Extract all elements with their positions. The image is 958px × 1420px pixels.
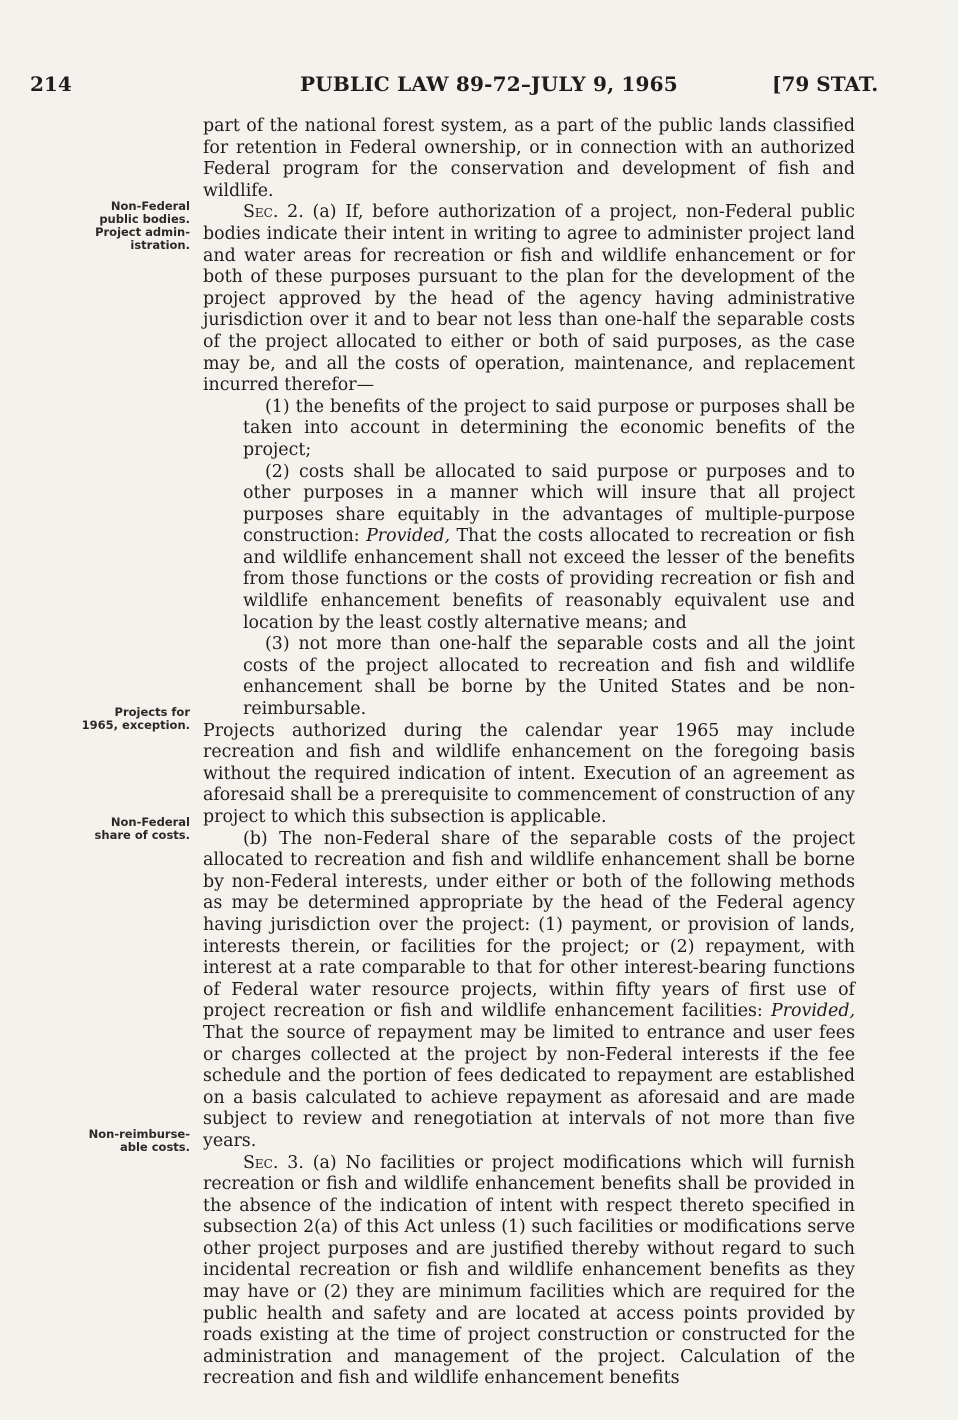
clause-1: (1) the benefits of the project to said purpose or purposes shall be taken into account in determining the economic benefits of the project;	[243, 396, 855, 460]
section-2b	[203, 829, 855, 1153]
clause-text: (2) costs shall be allocated to said purpose or purposes and to other purposes in a manner which will insure that all project purposes share equitably in the advantages of multiple-purpose construction:	[243, 461, 855, 547]
margin-note-line: Projects for	[114, 705, 190, 719]
page-header	[0, 64, 958, 104]
margin-note-line: able costs.	[119, 1140, 190, 1154]
paragraph-continuation: part of the national forest system, as a part of the public lands classified for retention in Federal ownership, or in connection with an authorized Federal program for the conservation and development of fish and wildlife.	[203, 116, 855, 201]
statute-body	[203, 116, 855, 1390]
margin-note-line: Non-Federal	[110, 815, 190, 829]
margin-note-federal-share	[30, 816, 190, 842]
running-head: PUBLIC LAW 89-72–JULY 9, 1965	[300, 72, 678, 96]
provided-emphasis: Provided,	[771, 1001, 855, 1022]
section-3a	[203, 1153, 855, 1391]
section-text: That the source of repayment may be limited to entrance and user fees or charges collected at the project by non-Federal interests if the fee schedule and the portion of fees dedicated to repayment are established on a basis calculated to achieve repayment as aforesaid and are made subject to review and renegotiation at intervals of not more than five years.	[203, 1022, 855, 1151]
section-label: Sec. 3.	[243, 1152, 304, 1173]
section-text: (b) The non-Federal share of the separable costs of the project allocated to recreation and fish and wildlife enhancement shall be borne by non-Federal interests, under either or both of the following methods as may be determined appropriate by the head of the Federal agency having jurisdiction over the project: (1) payment, or provision of lands, interests therein, or facilities for the project; or (2) repayment, with interest at a rate comparable to that for other interest-bearing functions of Federal water resource projects, within fifty years of first use of project recreation or fish and wildlife enhancement facilities:	[203, 828, 855, 1022]
section-text: (a) No facilities or project modifications which will furnish recreation or fish and wildlife enhancement benefits shall be provided in the absence of the indication of intent with respect thereto specified in subsection 2(a) of this Act unless (1) such facilities or modifications serve other project purposes and are justified thereby without regard to such incidental recreation or fish and wildlife enhancement benefits as they may have or (2) they are minimum facilities which are required for the public health and safety and are located at access points provided by roads existing at the time of project construction or constructed for the administration and management of the project. Calculation of the recreation and fish and wildlife enhancement benefits	[203, 1152, 855, 1389]
margin-note-projects-1965	[30, 706, 190, 732]
clause-2	[203, 462, 855, 635]
margin-note-public-bodies	[30, 200, 190, 252]
margin-note-line: share of costs.	[94, 828, 190, 842]
margin-note-line: Non-reimburse-	[88, 1127, 190, 1141]
provided-emphasis: Provided,	[366, 526, 451, 547]
margin-note-line: istration.	[130, 238, 190, 252]
margin-note-line: Project admin-	[95, 225, 190, 239]
section-text: (a) If, before authorization of a project, non-Federal public bodies indicate their intent in writing to agree to administer project land and water areas for recreation or fish and wildlife enhancement or for both of these purposes pursuant to the plan for the development of the project approved by the head of the agency having administrative jurisdiction over it and to bear not less than one-half the separable costs of the project allocated to either or both of said purposes, as the case may be, and all the costs of operation, maintenance, and replacement incurred therefor—	[203, 202, 855, 396]
page-number: 214	[30, 72, 72, 96]
clause-3: (3) not more than one-half the separable costs and all the joint costs of the project allocated to recreation and fish and wildlife enhancement shall be borne by the United States and be non-reimbursable.	[243, 634, 855, 720]
section-2a	[203, 202, 855, 396]
margin-note-line: Non-Federal	[110, 199, 190, 213]
margin-note-line: public bodies.	[99, 212, 190, 226]
paragraph-projects-1965: Projects authorized during the calendar year 1965 may include recreation and fish and wildlife enhancement on the foregoing basis without the required indication of intent. Execution of an agreement as aforesaid shall be a prerequisite to commencement of construction of any project to which this subsection is applicable.	[203, 720, 855, 827]
margin-note-line: 1965, exception.	[81, 718, 190, 732]
margin-note-nonreimbursable	[30, 1128, 190, 1154]
section-label: Sec. 2.	[243, 202, 304, 223]
statute-volume: [79 STAT.	[772, 72, 879, 96]
clause-text: That the costs allocated to recreation or fish and wildlife enhancement shall not exceed the lesser of the benefits from those functions or the costs of providing recreation or fish and wildlife enhancement benefits of reasonably equivalent use and location by the least costly alternative means; and	[243, 526, 855, 633]
